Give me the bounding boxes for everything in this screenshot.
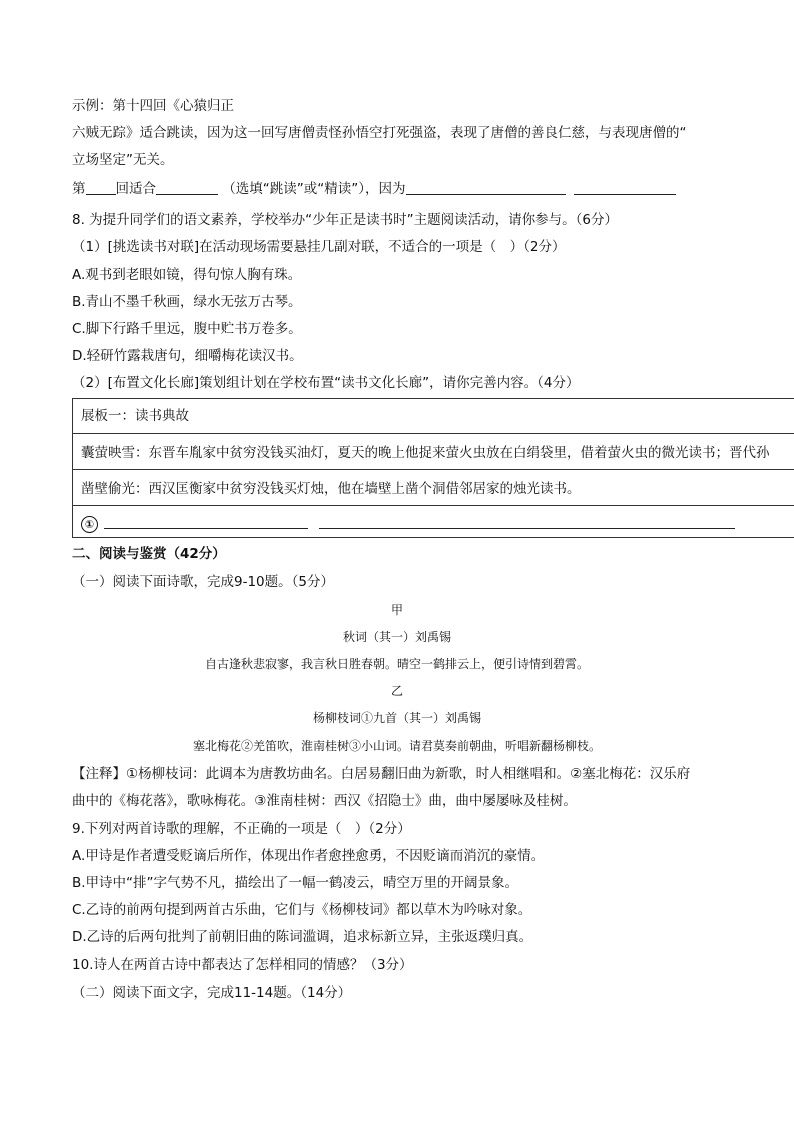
q10-stem: 10.诗人在两首古诗中都表达了怎样相同的情感？（3分）: [72, 957, 413, 973]
culture-gallery-table: [72, 398, 794, 538]
q8-option-b: B.青山不墨千秋画，绿水无弦万古琴。: [72, 294, 302, 310]
q8-stem: 8. 为提升同学们的语文素养，学校举办“少年正是读书时”主题阅读活动，请你参与。（6分）: [72, 212, 618, 228]
poem-yi-title: 杨柳枝词①九首（其一）刘禹锡: [312, 711, 481, 725]
notes-line-2: 曲中的《梅花落》，歌咏梅花。③淮南桂树：西汉《招隐士》曲，曲中屡屡咏及桂树。: [72, 793, 577, 809]
part-1-instruction: （一）阅读下面诗歌，完成9-10题。（5分）: [72, 574, 334, 590]
poem-yi-mark: 乙: [390, 684, 403, 698]
q9-option-d: D.乙诗的后两句批判了前朝旧曲的陈词滥调，追求标新立异，主张返璞归真。: [72, 929, 533, 945]
q9-option-b: B.甲诗中“排”字气势不凡，描绘出了一幅一鹤凌云，晴空万里的开阔景象。: [72, 875, 519, 891]
answer-blank-1[interactable]: [104, 514, 308, 529]
q8-sub2: （2）[布置文化长廊]策划组计划在学校布置“读书文化长廊”，请你完善内容。（4分）: [72, 375, 580, 391]
chapter-blank[interactable]: [86, 180, 116, 195]
answer-row: [81, 514, 735, 533]
poem-yi-text: 塞北梅花②羌笛吹，淮南桂树③小山词。请君莫奏前朝曲，听唱新翻杨柳枝。: [192, 739, 601, 753]
table-row: [73, 433, 794, 470]
q9-stem: 9.下列对两首诗歌的理解，不正确的一项是（ ）（2分）: [72, 821, 411, 837]
story-zaobi: 凿壁偷光：西汉匡衡家中贫穷没钱买灯烛，他在墙壁上凿个洞借邻居家的烛光读书。: [81, 481, 581, 497]
example-line-1: 示例：第十四回《心猿归正: [72, 98, 234, 114]
circled-one-marker: ①: [81, 516, 98, 533]
q9-option-a: A.甲诗是作者遭受贬谪后所作，体现出作者愈挫愈勇，不因贬谪而消沉的豪情。: [72, 848, 545, 864]
part-2-instruction: （二）阅读下面文字，完成11-14题。（14分）: [72, 985, 352, 1001]
table-row: [73, 505, 794, 540]
reason-blank-2[interactable]: [574, 180, 676, 195]
poem-jia-title: 秋词（其一）刘禹锡: [342, 630, 451, 644]
section-2-title: 二、阅读与鉴赏（42分）: [72, 546, 226, 562]
table-row: [73, 469, 794, 506]
q9-option-c: C.乙诗的前两句提到两首古乐曲，它们与《杨柳枝词》都以草木为吟咏对象。: [72, 902, 532, 918]
fill-label-1: 第: [72, 181, 86, 197]
poem-jia-text: 自古逢秋悲寂寥，我言秋日胜春朝。晴空一鹤排云上，便引诗情到碧霄。: [204, 657, 589, 671]
q8-option-a: A.观书到老眼如镜，得句惊人胸有珠。: [72, 267, 302, 283]
poem-jia-mark: 甲: [390, 603, 403, 617]
notes-line-1: 【注释】①杨柳枝词：此调本为唐教坊曲名。白居易翻旧曲为新歌，时人相继唱和。②塞北梅花：汉乐府: [72, 766, 691, 782]
reason-blank-1[interactable]: [406, 180, 566, 195]
fill-in-line: [72, 180, 676, 198]
table-header-row: [73, 399, 794, 433]
story-nangying: 囊萤映雪：东晋车胤家中贫穷没钱买油灯，夏天的晚上他捉来萤火虫放在白绢袋里，借着萤火虫的微光读书；晋代孙: [81, 445, 770, 461]
q8-option-c: C.脚下行路千里远，腹中贮书万卷多。: [72, 321, 302, 337]
q8-option-d: D.轻研竹露栽唐句，细嚼梅花读汉书。: [72, 348, 303, 364]
q8-sub1: （1）[挑选读书对联]在活动现场需要悬挂几副对联，不适合的一项是（ ）（2分）: [72, 239, 566, 255]
table-header: 展板一：读书典故: [81, 408, 189, 424]
example-line-2: 六贼无踪》适合跳读，因为这一回写唐僧责怪孙悟空打死强盗，表现了唐僧的善良仁慈，与表现唐僧的“: [72, 125, 687, 141]
fill-label-3: （选填“跳读”或“精读”），因为: [222, 181, 406, 197]
method-blank[interactable]: [156, 180, 218, 195]
fill-label-2: 回适合: [115, 181, 156, 197]
example-line-3: 立场坚定”无关。: [72, 152, 174, 168]
answer-blank-2[interactable]: [319, 514, 735, 529]
